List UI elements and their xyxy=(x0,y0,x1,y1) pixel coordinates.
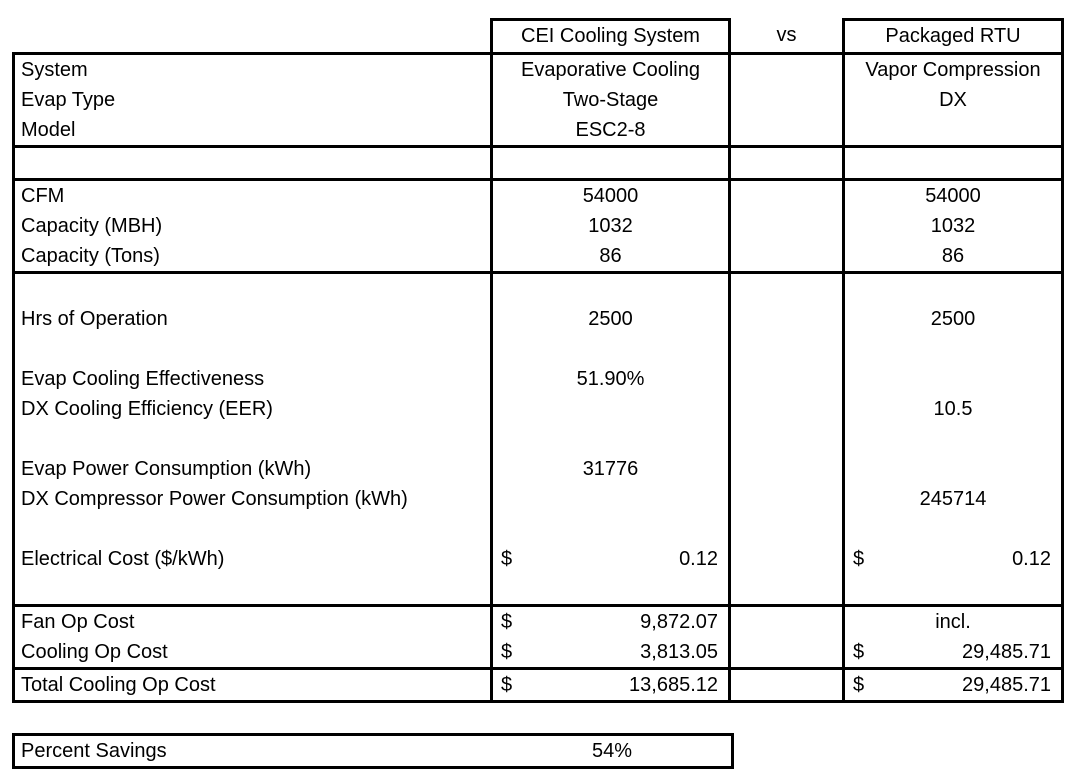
cell-cooling-op-rtu xyxy=(844,637,1063,669)
cell-blank xyxy=(492,147,730,180)
cell-model-cei: ESC2-8 xyxy=(492,115,730,147)
cell-blank xyxy=(492,334,730,364)
cell-vs-spacer xyxy=(730,364,844,394)
row-hrs-of-operation xyxy=(14,304,1063,334)
currency-symbol: $ xyxy=(501,640,513,663)
amount: 29,485.71 xyxy=(962,640,1051,663)
cell-capacity-mbh-rtu: 1032 xyxy=(844,211,1063,241)
row-blank xyxy=(14,273,1063,305)
amount: 13,685.12 xyxy=(629,673,718,696)
cell-blank xyxy=(844,514,1063,544)
cell-model-rtu xyxy=(844,115,1063,147)
cell-capacity-mbh-cei: 1032 xyxy=(492,211,730,241)
cell-blank xyxy=(844,273,1063,305)
cell-dx-power-label: DX Compressor Power Consumption (kWh) xyxy=(14,484,492,514)
cell-fan-op-cei xyxy=(492,606,730,638)
cell-cfm-rtu: 54000 xyxy=(844,180,1063,212)
row-fan-op-cost xyxy=(14,606,1063,638)
cell-blank xyxy=(492,273,730,305)
cell-capacity-mbh-label: Capacity (MBH) xyxy=(14,211,492,241)
cell-vs-spacer xyxy=(730,669,844,702)
row-cooling-op-cost xyxy=(14,637,1063,669)
cell-evap-eff-rtu xyxy=(844,364,1063,394)
row-blank xyxy=(14,514,1063,544)
cell-vs-spacer xyxy=(730,334,844,364)
row-total-cooling-op-cost xyxy=(14,669,1063,702)
cell-cfm-cei: 54000 xyxy=(492,180,730,212)
header-row xyxy=(14,20,1063,54)
row-capacity-tons xyxy=(14,241,1063,273)
cell-cooling-op-label: Cooling Op Cost xyxy=(14,637,492,669)
cell-capacity-tons-cei: 86 xyxy=(492,241,730,273)
cooling-comparison-table xyxy=(12,18,1064,703)
cell-vs-spacer xyxy=(730,304,844,334)
cell-vs-spacer xyxy=(730,606,844,638)
percent-savings-label: Percent Savings xyxy=(21,739,167,762)
cell-vs-spacer xyxy=(730,211,844,241)
header-cei-cooling-system: CEI Cooling System xyxy=(492,20,730,54)
cell-blank xyxy=(492,514,730,544)
row-blank-separator xyxy=(14,147,1063,180)
header-packaged-rtu: Packaged RTU xyxy=(844,20,1063,54)
cell-blank xyxy=(844,147,1063,180)
cell-hrs-cei: 2500 xyxy=(492,304,730,334)
row-blank xyxy=(14,334,1063,364)
row-system xyxy=(14,54,1063,86)
cell-blank xyxy=(14,514,492,544)
row-evap-type xyxy=(14,85,1063,115)
cell-system-rtu: Vapor Compression xyxy=(844,54,1063,86)
amount: 3,813.05 xyxy=(640,640,718,663)
cell-evap-type-label: Evap Type xyxy=(14,85,492,115)
cell-electrical-cost-rtu xyxy=(844,544,1063,574)
cell-dx-power-rtu: 245714 xyxy=(844,484,1063,514)
cell-capacity-tons-rtu: 86 xyxy=(844,241,1063,273)
cell-blank xyxy=(14,424,492,454)
cell-evap-power-rtu xyxy=(844,454,1063,484)
cell-dx-eer-cei xyxy=(492,394,730,424)
cell-total-cei xyxy=(492,669,730,702)
cell-electrical-cost-cei xyxy=(492,544,730,574)
amount: 29,485.71 xyxy=(962,673,1051,696)
cell-system-cei: Evaporative Cooling xyxy=(492,54,730,86)
cell-evap-type-cei: Two-Stage xyxy=(492,85,730,115)
row-dx-cooling-efficiency xyxy=(14,394,1063,424)
cell-blank xyxy=(492,574,730,606)
row-model xyxy=(14,115,1063,147)
cell-dx-power-cei xyxy=(492,484,730,514)
row-evap-power-consumption xyxy=(14,454,1063,484)
currency-symbol: $ xyxy=(853,640,865,663)
cell-capacity-tons-label: Capacity (Tons) xyxy=(14,241,492,273)
cell-cooling-op-cei xyxy=(492,637,730,669)
row-dx-compressor-power-consumption xyxy=(14,484,1063,514)
percent-savings-value: 54% xyxy=(591,739,633,762)
cell-vs-spacer xyxy=(730,637,844,669)
cell-evap-eff-label: Evap Cooling Effectiveness xyxy=(14,364,492,394)
cell-vs-spacer xyxy=(730,454,844,484)
percent-savings-box xyxy=(12,733,734,769)
currency-symbol: $ xyxy=(501,673,513,696)
amount: 0.12 xyxy=(679,547,718,570)
cell-total-label: Total Cooling Op Cost xyxy=(14,669,492,702)
row-blank-separator xyxy=(14,574,1063,606)
row-blank xyxy=(14,424,1063,454)
row-capacity-mbh xyxy=(14,211,1063,241)
cell-evap-power-cei: 31776 xyxy=(492,454,730,484)
cell-vs-spacer xyxy=(730,54,844,86)
cell-evap-eff-cei: 51.90% xyxy=(492,364,730,394)
currency-symbol: $ xyxy=(501,547,513,570)
cell-total-rtu xyxy=(844,669,1063,702)
cell-blank xyxy=(844,334,1063,364)
cell-vs-spacer xyxy=(730,273,844,305)
cell-dx-eer-rtu: 10.5 xyxy=(844,394,1063,424)
currency-symbol: $ xyxy=(853,673,865,696)
row-evap-cooling-effectiveness xyxy=(14,364,1063,394)
cell-hrs-label: Hrs of Operation xyxy=(14,304,492,334)
cell-vs-spacer xyxy=(730,544,844,574)
cell-vs-spacer xyxy=(730,574,844,606)
header-corner-cell xyxy=(14,20,492,54)
cell-blank xyxy=(14,334,492,364)
row-cfm xyxy=(14,180,1063,212)
cell-model-label: Model xyxy=(14,115,492,147)
currency-symbol: $ xyxy=(853,547,865,570)
cell-electrical-cost-label: Electrical Cost ($/kWh) xyxy=(14,544,492,574)
cell-vs-spacer xyxy=(730,484,844,514)
row-electrical-cost xyxy=(14,544,1063,574)
amount: 9,872.07 xyxy=(640,610,718,633)
cell-hrs-rtu: 2500 xyxy=(844,304,1063,334)
cell-blank xyxy=(14,273,492,305)
currency-symbol: $ xyxy=(501,610,513,633)
header-vs-label: vs xyxy=(730,20,844,54)
cell-vs-spacer xyxy=(730,115,844,147)
cell-blank xyxy=(14,574,492,606)
cell-blank xyxy=(844,424,1063,454)
cell-vs-spacer xyxy=(730,85,844,115)
cell-blank xyxy=(14,147,492,180)
cell-vs-spacer xyxy=(730,424,844,454)
cell-dx-eer-label: DX Cooling Efficiency (EER) xyxy=(14,394,492,424)
cell-vs-spacer xyxy=(730,514,844,544)
cell-evap-type-rtu: DX xyxy=(844,85,1063,115)
cell-vs-spacer xyxy=(730,394,844,424)
cell-vs-spacer xyxy=(730,241,844,273)
cell-vs-spacer xyxy=(730,180,844,212)
cell-blank xyxy=(844,574,1063,606)
cell-vs-spacer xyxy=(730,147,844,180)
amount: 0.12 xyxy=(1012,547,1051,570)
cell-evap-power-label: Evap Power Consumption (kWh) xyxy=(14,454,492,484)
cell-cfm-label: CFM xyxy=(14,180,492,212)
cell-system-label: System xyxy=(14,54,492,86)
cell-blank xyxy=(492,424,730,454)
cell-fan-op-label: Fan Op Cost xyxy=(14,606,492,638)
cell-fan-op-rtu: incl. xyxy=(844,606,1063,638)
